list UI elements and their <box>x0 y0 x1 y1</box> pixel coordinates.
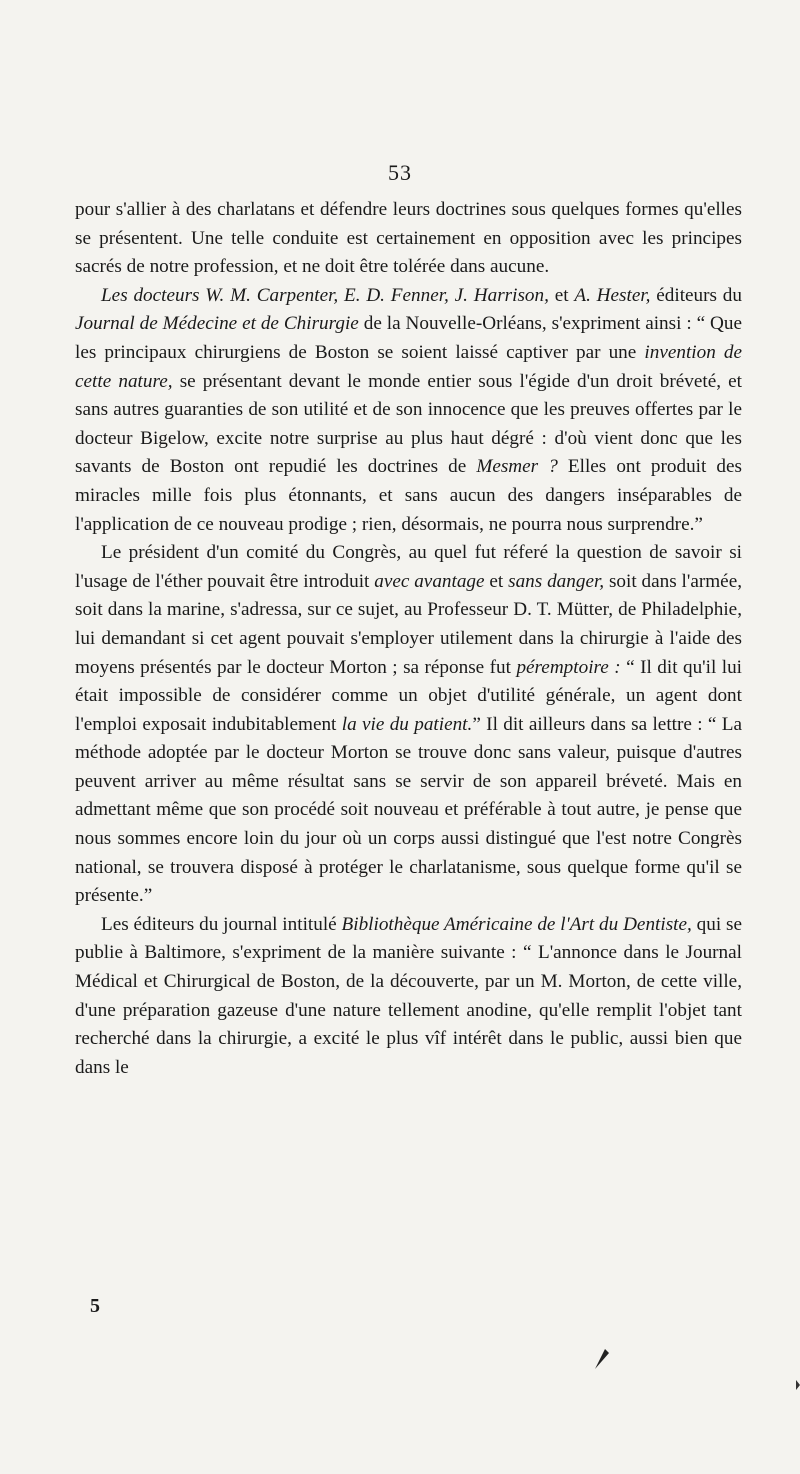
ink-mark <box>796 1380 800 1390</box>
text-run: se présentant devant le monde entier sous l'égide d'un droit bréveté, et sans autres guaranties de son utilité et de son innocence que les preuves offertes par le docteur Bigelow, excite notre surprise au plus haut dégré : d'où vient donc que les savants de Boston ont repudié les doctrines de <box>75 370 742 478</box>
text-run: ” Il dit ailleurs dans sa lettre : “ La méthode adoptée par le docteur Morton se trouve donc sans valeur, puisque d'autres peuvent arriver au même résultat sans se servir de son appareil bréveté. Mais en admettant même que son procédé soit nouveau et préférable à tout autre, je pense que nous sommes encore loin du jour où un corps aussi distingué que l'est notre Congrès national, se trouvera disposé à protéger le charlatanisme, sous quelque forme qu'il se présente.” <box>75 713 742 907</box>
paragraph-1 <box>75 196 742 282</box>
italic-run: Mesmer ? <box>476 456 568 478</box>
text-run: éditeurs du <box>656 284 742 306</box>
italic-run: sans danger, <box>508 570 609 592</box>
signature-mark: 5 <box>90 1295 100 1317</box>
italic-run: péremptoire : <box>516 656 627 678</box>
text-run: soit dans l'armée, soit dans la marine, s'adressa, sur ce sujet, au Professeur D. T. Mütter, de Philadelphie, lui demandant si cet agent pouvait s'employer utilement dans la chirurgie à l'aide des moyens présentés par le docteur Morton ; sa réponse fut <box>75 570 743 678</box>
italic-run: A. Hester, <box>574 284 657 306</box>
text-run: Elles ont produit des miracles mille fois plus étonnants, et sans aucun des dangers inséparables de l'application de ce nouveau prodige ; rien, désormais, ne pourra nous surprendre.” <box>75 456 742 535</box>
text-run: qui se publie à Baltimore, s'expriment de la manière suivante : “ L'annonce dans le Journal Médical et Chirurgical de Boston, de la découverte, par un M. Morton, de cette ville, d'une préparation gazeuse d'une nature tellement anodine, qu'elle remplit l'objet tant recherché dans la chirurgie, a excité le plus vîf intérêt dans le public, aussi bien que dans le <box>75 913 742 1078</box>
text-run: pour s'allier à des charlatans et défendre leurs doctrines sous quelques formes qu'elles se présentent. Une telle conduite est certainement en opposition avec les principes sacrés de notre profession, et ne doit être tolérée dans aucune. <box>75 199 742 278</box>
paragraph-4 <box>75 911 742 1083</box>
paragraph-2 <box>75 282 742 539</box>
italic-run: Les docteurs W. M. Carpenter, E. D. Fenner, J. Harrison, <box>101 284 555 306</box>
text-run: de la Nouvelle-Orléans, s'expriment ainsi : “ Que les principaux chirurgiens de Boston se soient laissé captiver par une <box>75 313 742 363</box>
ink-mark <box>593 1347 611 1371</box>
text-run: “ Il dit qu'il lui était impossible de considérer comme un objet d'utilité générale, un agent dont l'emploi exposait indubitablement <box>75 656 743 735</box>
italic-run: avec avantage <box>374 570 490 592</box>
italic-run: la vie du patient. <box>341 713 473 735</box>
italic-run: invention de cette nature, <box>75 341 743 392</box>
text-run: et <box>489 570 509 592</box>
paragraph-3 <box>75 539 742 911</box>
italic-run: Bibliothèque Américaine de l'Art du Dentiste, <box>341 913 697 935</box>
text-run: Le président d'un comité du Congrès, au quel fut réferé la question de savoir si l'usage de l'éther pouvait être introduit <box>75 542 742 592</box>
page-number: 53 <box>388 160 412 185</box>
body-text <box>75 196 742 1082</box>
text-run: Les éditeurs du journal intitulé <box>101 913 342 935</box>
text-run: et <box>554 284 575 306</box>
italic-run: Journal de Médecine et de Chirurgie <box>75 313 364 335</box>
